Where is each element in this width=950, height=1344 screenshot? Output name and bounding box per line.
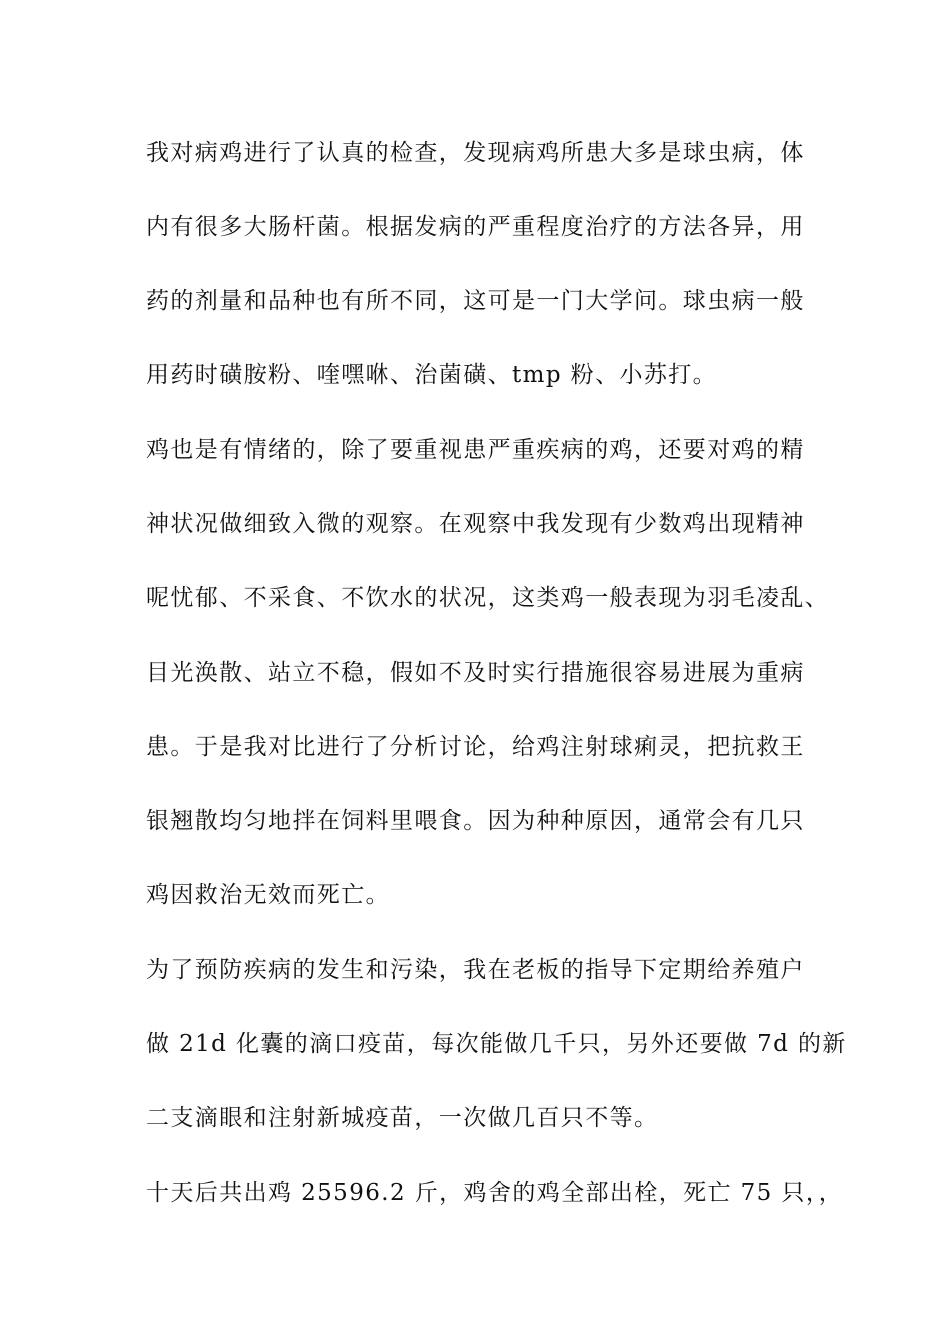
text-line: 内有很多大肠杆菌。根据发病的严重程度治疗的方法各异，用 bbox=[146, 214, 805, 240]
text-line: 药的剂量和品种也有所不同，这可是一门大学问。球虫病一般 bbox=[146, 288, 805, 314]
text-line: 做 21d 化囊的滴口疫苗，每次能做几千只，另外还要做 7d 的新 bbox=[146, 1031, 847, 1057]
text-line: 患。于是我对比进行了分析讨论，给鸡注射球痢灵，把抗救王 bbox=[146, 734, 805, 760]
text-line: 银翘散均匀地拌在饲料里喂食。因为种种原因，通常会有几只 bbox=[146, 808, 805, 834]
text-line: 鸡也是有情绪的，除了要重视患严重疾病的鸡，还要对鸡的精 bbox=[146, 437, 805, 463]
text-line: 用药时磺胺粉、喹嘿咻、治菌磺、tmp 粉、小苏打。 bbox=[146, 362, 718, 388]
text-line: 二支滴眼和注射新城疫苗，一次做几百只不等。 bbox=[146, 1105, 659, 1131]
text-line: 神状况做细致入微的观察。在观察中我发现有少数鸡出现精神 bbox=[146, 511, 805, 537]
text-line: 我对病鸡进行了认真的检查，发现病鸡所患大多是球虫病，体 bbox=[146, 140, 805, 166]
text-line: 呢忧郁、不采食、不饮水的状况，这类鸡一般表现为羽毛凌乱、 bbox=[146, 585, 830, 611]
text-line: 为了预防疾病的发生和污染，我在老板的指导下定期给养殖户 bbox=[146, 957, 805, 983]
text-line: 十天后共出鸡 25596.2 斤，鸡舍的鸡全部出栓，死亡 75 只，， bbox=[146, 1180, 844, 1206]
text-line: 鸡因救治无效而死亡。 bbox=[146, 882, 390, 908]
text-line: 目光涣散、站立不稳，假如不及时实行措施很容易进展为重病 bbox=[146, 660, 805, 686]
